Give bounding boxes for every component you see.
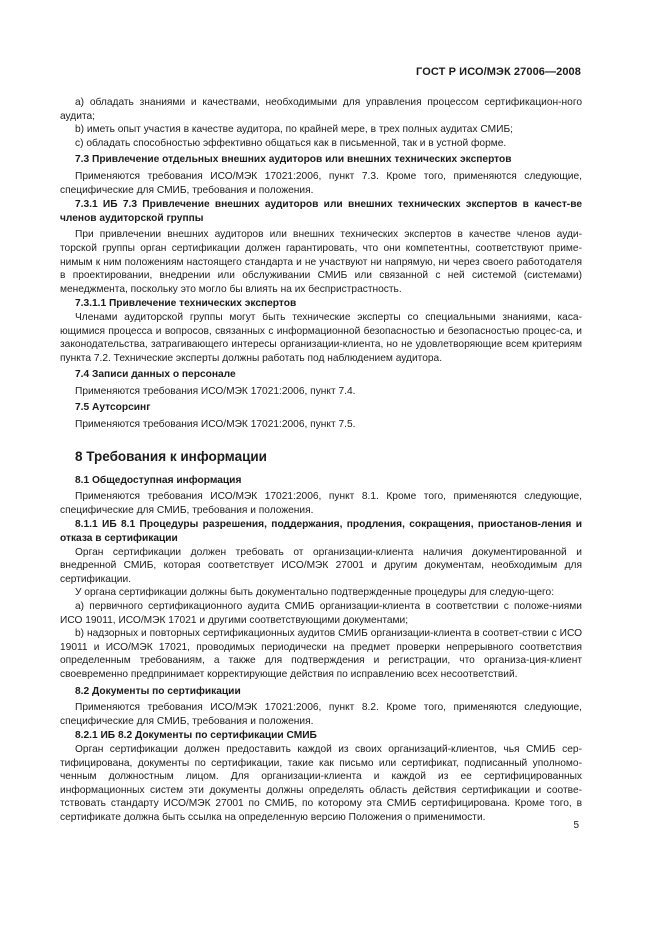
standard-header: ГОСТ Р ИСО/МЭК 27006—2008 [416,66,581,78]
section-heading-8-2: 8.2 Документы по сертификации [75,685,241,697]
paragraph: Орган сертификации должен требовать от организации-клиента наличия документированной и внедренной СМИБ, которая соответствует ИСО/МЭК 27001 и другим документам, необходимым для сертификации. [60,546,582,585]
paragraph: Применяются требования ИСО/МЭК 17021:2006, пункт 7.5. [75,419,356,431]
paragraph: У органа сертификации должны быть документально подтвержденные процедуры для следую-щего: [75,587,555,599]
list-item-b: b) иметь опыт участия в качестве аудитора, по крайней мере, в трех полных аудитах СМИБ; [75,124,513,136]
paragraph: Применяются требования ИСО/МЭК 17021:2006, пункт 7.4. [75,385,356,397]
section-heading-7-3-1: 7.3.1 ИБ 7.3 Привлечение внешних аудиторов или внешних технических экспертов в качест-ве членов аудиторской группы [60,199,582,224]
section-heading-8-2-1: 8.2.1 ИБ 8.2 Документы по сертификации СМИБ [75,730,317,742]
section-heading-8-1-1: 8.1.1 ИБ 8.1 Процедуры разрешения, поддержания, продления, сокращения, приостанов-ления и отказа в сертификации [60,519,582,545]
section-heading-7-3: 7.3 Привлечение отдельных внешних аудиторов или внешних технических экспертов [75,154,512,166]
paragraph: Членами аудиторской группы могут быть технические эксперты со специальными знаниями, каса-ющимися процесса и вопросов, связанных с информационной безопасностью и безопасностью процес-са, и законодательства, затрагивающего интересы организации-клиента, но не удовлетворяющие всем критериям пункта 7.2. Технические эксперты должны работать под наблюдением аудитора. [60,311,582,364]
list-item-c: c) обладать способностью эффективно общаться как в письменной, так и в устной форме. [75,137,507,149]
list-item-b: b) надзорных и повторных сертификационных аудитов СМИБ организации-клиента в соответ-ствии с ИСО 19011 и ИСО/МЭК 17021, проводимых периодически на предмет проверки непрерывного соответствия определенным требованиям, а также для подтверждения и регистрации, что организа-ция-клиент своевременно предпринимает корректирующие действия по исправлению всех несоответствий. [60,628,582,680]
paragraph: При привлечении внешних аудиторов или внешних технических экспертов в качестве членов ауди-торской группы орган сертификации должен гарантировать, что они компетентны, соответствуют приме-нимым к ним положениям настоящего стандарта и не участвуют ни напрямую, ни через своего работодателя в проектировании, внедрении или обслуживании СМИБ или связанной с ней системой (системами) менеджмента, поскольку это могло бы влиять на их беспристрастность. [60,229,582,295]
section-heading-7-4: 7.4 Записи данных о персонале [75,369,236,381]
paragraph: Применяются требования ИСО/МЭК 17021:2006, пункт 7.3. Кроме того, применяются следующие, специфические для СМИБ, требования и положения. [60,170,582,196]
list-item-a: a) обладать знаниями и качествами, необходимыми для управления процессом сертификацион-ного аудита; [60,97,582,122]
section-heading-8-1: 8.1 Общедоступная информация [75,474,242,486]
section-heading-7-3-1-1: 7.3.1.1 Привлечение технических экспертов [75,298,297,310]
chapter-heading-8: 8 Требования к информации [75,448,267,464]
paragraph: Применяются требования ИСО/МЭК 17021:2006, пункт 8.1. Кроме того, применяются следующие, специфические для СМИБ, требования и положения. [60,491,582,516]
section-heading-7-5: 7.5 Аутсорсинг [75,402,151,414]
paragraph: Орган сертификации должен предоставить каждой из своих организаций-клиентов, чья СМИБ сер-тифицирована, документы по сертификации, такие как письмо или сертификат, подписанный уполномо-ченным должностным лицом. Для организации-клиента и каждой из ее сертифицированных информационных систем эти документы должны определять область действия сертификации и соотве-тствовать стандарту ИСО/МЭК 27001 по СМИБ, по которому эта СМИБ сертифицирована. Кроме того, в сертификате должна быть ссылка на определенную версию Положения о применимости. [60,743,582,823]
list-item-a: a) первичного сертификационного аудита СМИБ организации-клиента в соответствии с положе-ниями ИСО 19011, ИСО/МЭК 17021 и другими соответствующими документами; [60,601,582,626]
paragraph: Применяются требования ИСО/МЭК 17021:2006, пункт 8.2. Кроме того, применяются следующие, специфические для СМИБ, требования и положения. [60,702,582,727]
page-number: 5 [573,820,579,831]
document-body [60,96,582,825]
